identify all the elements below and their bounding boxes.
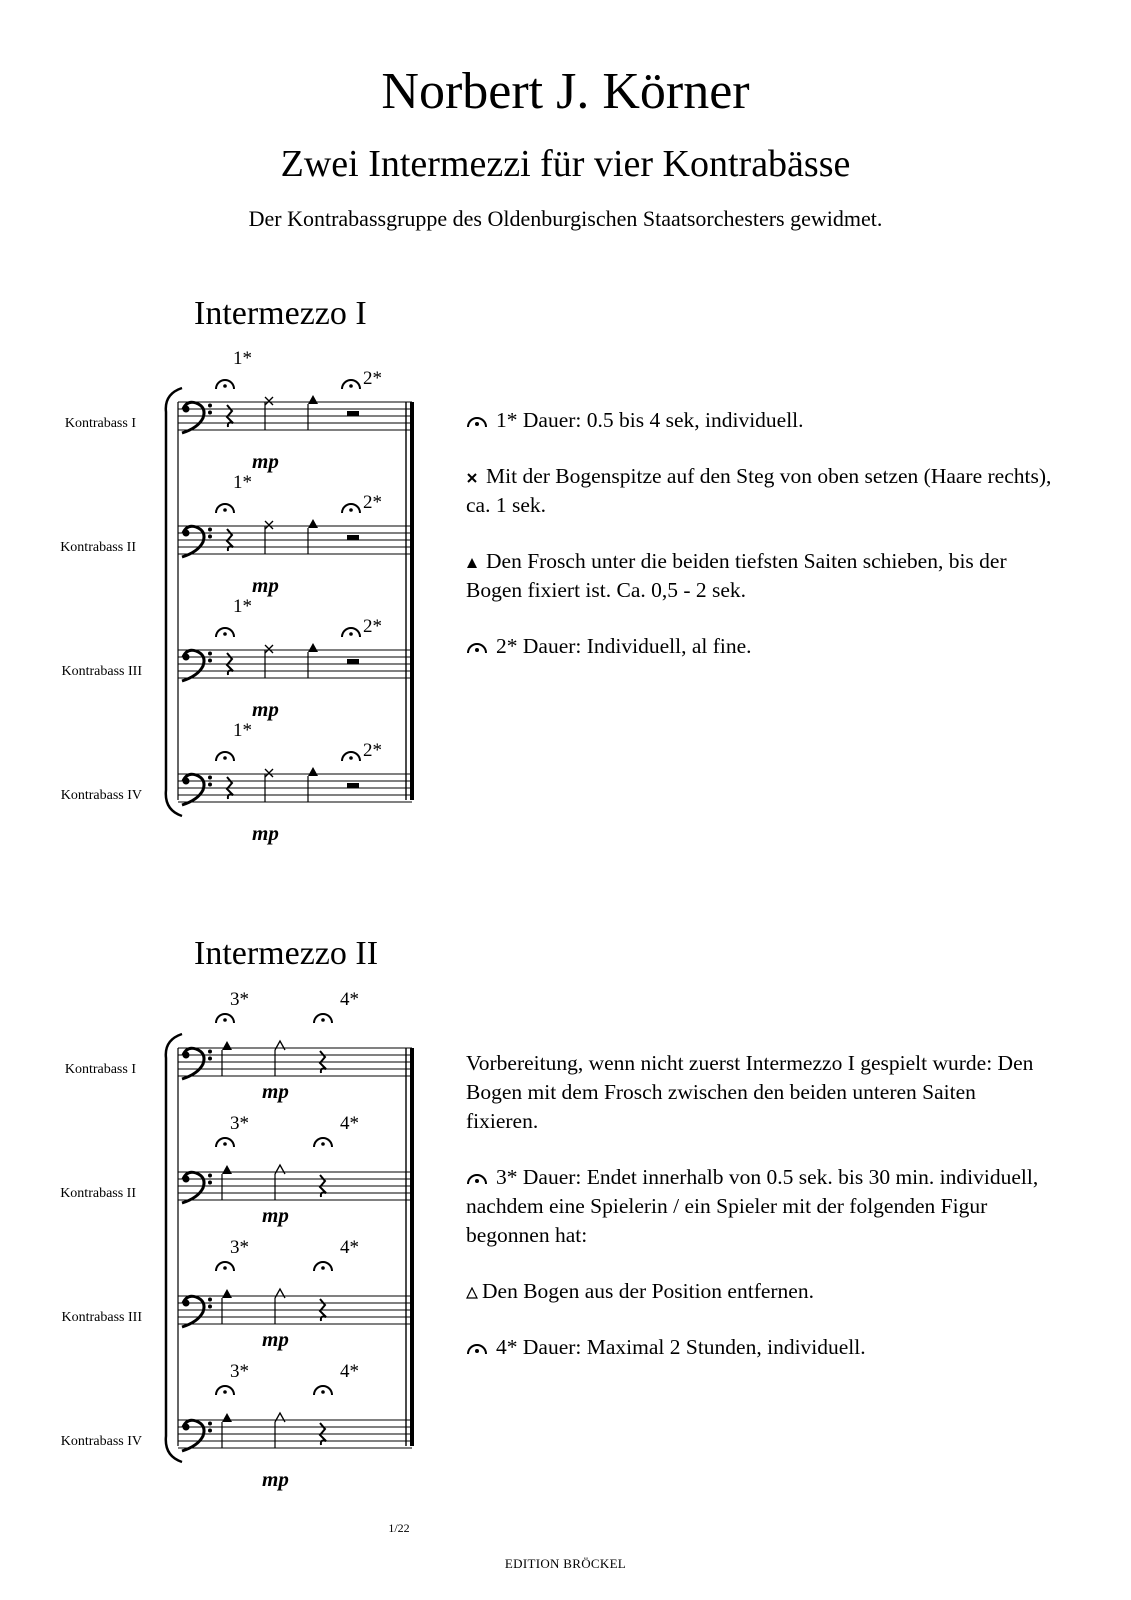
instrument-label: Kontrabass I: [64, 1062, 136, 1077]
note-text: Den Bogen aus der Position entfernen.: [482, 1279, 814, 1303]
system-brace: [166, 388, 182, 816]
staff-lines: [178, 1420, 412, 1448]
fermata-label-2: 2*: [363, 368, 382, 389]
fermata-label-3: 3*: [230, 989, 249, 1010]
fermata-label-3: 3*: [230, 1237, 249, 1258]
x-notehead-icon: [265, 521, 273, 529]
composer-name: Norbert J. Körner: [381, 63, 750, 120]
staff-lines: [178, 402, 412, 430]
staff-lines: [178, 1048, 412, 1076]
fermata-label-1: 1*: [233, 720, 252, 741]
system-brace: [166, 1034, 182, 1462]
intermezzo-2-title: Intermezzo II: [194, 935, 379, 972]
triangle-notehead-icon: [222, 1165, 232, 1174]
instrument-label: Kontrabass II: [60, 1186, 136, 1201]
dynamic-marking: mp: [262, 1079, 289, 1103]
fermata-label-4: 4*: [340, 1237, 359, 1258]
dynamic-marking: mp: [262, 1327, 289, 1351]
note-text: 1* Dauer: 0.5 bis 4 sek, individuell.: [496, 408, 804, 432]
staff-lines: [178, 774, 412, 802]
intermezzo-1-title: Intermezzo I: [194, 295, 367, 332]
dynamic-marking: mp: [262, 1467, 289, 1491]
triangle-notehead-icon: [308, 643, 318, 652]
fermata-icon: [216, 1014, 234, 1023]
instrument-label: Kontrabass III: [61, 664, 142, 679]
fermata-icon: [342, 752, 360, 761]
intermezzo-2-notes: [466, 1049, 1046, 1389]
dynamic-marking: mp: [262, 1203, 289, 1227]
note-text: 3* Dauer: Endet innerhalb von 0.5 sek. bis 30 min. individuell, nachdem eine Spielerin / ein Spieler mit der folgenden Figur begonnen hat:: [466, 1165, 1039, 1247]
instrument-label: Kontrabass I: [64, 416, 136, 431]
x-notehead-icon: [265, 397, 273, 405]
fermata-icon: [314, 1014, 332, 1023]
note-item: [466, 1333, 1046, 1362]
fermata-icon: [216, 1138, 234, 1147]
dynamic-marking: mp: [252, 697, 279, 721]
triangle-notehead-icon: [308, 767, 318, 776]
dynamic-marking: mp: [252, 821, 279, 845]
fermata-icon: [216, 504, 234, 513]
publisher-name: EDITION BRÖCKEL: [504, 1556, 627, 1571]
half-rest-icon: [347, 659, 359, 664]
fermata-icon: [466, 1342, 488, 1356]
staff-lines: [178, 650, 412, 678]
fermata-icon: [342, 504, 360, 513]
fermata-icon: [216, 380, 234, 389]
fermata-label-1: 1*: [233, 348, 252, 369]
x-notehead-icon: [265, 769, 273, 777]
fermata-icon: [314, 1386, 332, 1395]
staff-3: [62, 596, 412, 721]
note-item: [466, 406, 1066, 435]
fermata-label-2: 2*: [363, 616, 382, 637]
fermata-label-3: 3*: [230, 1113, 249, 1134]
open-triangle-icon: [466, 1287, 478, 1299]
note-item: [466, 1277, 1046, 1306]
fermata-icon: [342, 628, 360, 637]
triangle-notehead-icon: [222, 1289, 232, 1298]
triangle-notehead-icon: [308, 395, 318, 404]
staff-lines: [178, 526, 412, 554]
half-rest-icon: [347, 535, 359, 540]
work-title: Zwei Intermezzi für vier Kontrabässe: [280, 143, 851, 185]
triangle-notehead-icon: [222, 1041, 232, 1050]
half-rest-icon: [347, 411, 359, 416]
instrument-label: Kontrabass III: [61, 1310, 142, 1325]
x-notehead-icon: [466, 472, 478, 484]
note-text: Mit der Bogenspitze auf den Steg von oben setzen (Haare rechts), ca. 1 sek.: [466, 464, 1052, 517]
staff-lines: [178, 1172, 412, 1200]
intermezzo-1-score: [0, 340, 440, 860]
fermata-icon: [216, 752, 234, 761]
fermata-label-1: 1*: [233, 472, 252, 493]
fermata-label-4: 4*: [340, 989, 359, 1010]
filled-triangle-icon: [466, 557, 478, 569]
open-triangle-notehead-icon: [275, 1413, 285, 1422]
note-text: 2* Dauer: Individuell, al fine.: [496, 634, 752, 658]
fermata-icon: [466, 1172, 488, 1186]
intermezzo-2-score: [0, 986, 440, 1506]
half-rest-icon: [347, 783, 359, 788]
fermata-icon: [342, 380, 360, 389]
bass-clef-icon: [182, 1296, 212, 1327]
note-text: Den Frosch unter die beiden tiefsten Saiten schieben, bis der Bogen fixiert ist. Ca. 0,5 - 2 sek.: [466, 549, 1007, 602]
triangle-notehead-icon: [222, 1413, 232, 1422]
note-text: Vorbereitung, wenn nicht zuerst Intermezzo I gespielt wurde: Den Bogen mit dem Frosch zwischen den beiden unteren Saiten fixieren.: [466, 1051, 1034, 1133]
staff-1: [65, 989, 412, 1103]
note-item: [466, 632, 1066, 661]
triangle-notehead-icon: [308, 519, 318, 528]
note-item: [466, 462, 1066, 520]
fermata-label-1: 1*: [233, 596, 252, 617]
staff-3: [62, 1237, 412, 1351]
staff-1: [65, 348, 412, 473]
page-number: 1/22: [388, 1521, 410, 1535]
staff-2: [60, 1113, 412, 1227]
fermata-icon: [314, 1262, 332, 1271]
note-item: [466, 1163, 1046, 1250]
dynamic-marking: mp: [252, 573, 279, 597]
bass-clef-icon: [182, 1048, 212, 1079]
fermata-label-2: 2*: [363, 740, 382, 761]
staff-4: [61, 1361, 412, 1491]
staff-4: [61, 720, 412, 845]
fermata-icon: [216, 1386, 234, 1395]
fermata-icon: [314, 1138, 332, 1147]
bass-clef-icon: [182, 1420, 212, 1451]
bass-clef-icon: [182, 774, 212, 805]
bass-clef-icon: [182, 650, 212, 681]
fermata-icon: [216, 1262, 234, 1271]
bass-clef-icon: [182, 526, 212, 557]
instrument-label: Kontrabass IV: [60, 1434, 142, 1449]
dedication: Der Kontrabassgruppe des Oldenburgischen Staatsorchesters gewidmet.: [248, 206, 883, 231]
fermata-label-2: 2*: [363, 492, 382, 513]
note-item: [466, 547, 1066, 605]
fermata-label-4: 4*: [340, 1113, 359, 1134]
open-triangle-notehead-icon: [275, 1289, 285, 1298]
intermezzo-1-notes: [466, 406, 1066, 688]
instrument-label: Kontrabass II: [60, 540, 136, 555]
fermata-icon: [466, 415, 488, 429]
bass-clef-icon: [182, 402, 212, 433]
instrument-label: Kontrabass IV: [60, 788, 142, 803]
dynamic-marking: mp: [252, 449, 279, 473]
fermata-label-3: 3*: [230, 1361, 249, 1382]
open-triangle-notehead-icon: [275, 1041, 285, 1050]
bass-clef-icon: [182, 1172, 212, 1203]
x-notehead-icon: [265, 645, 273, 653]
staff-lines: [178, 1296, 412, 1324]
fermata-icon: [216, 628, 234, 637]
fermata-label-4: 4*: [340, 1361, 359, 1382]
open-triangle-notehead-icon: [275, 1165, 285, 1174]
note-text: 4* Dauer: Maximal 2 Stunden, individuell.: [496, 1335, 866, 1359]
staff-2: [60, 472, 412, 597]
note-item: [466, 1049, 1046, 1136]
fermata-icon: [466, 641, 488, 655]
